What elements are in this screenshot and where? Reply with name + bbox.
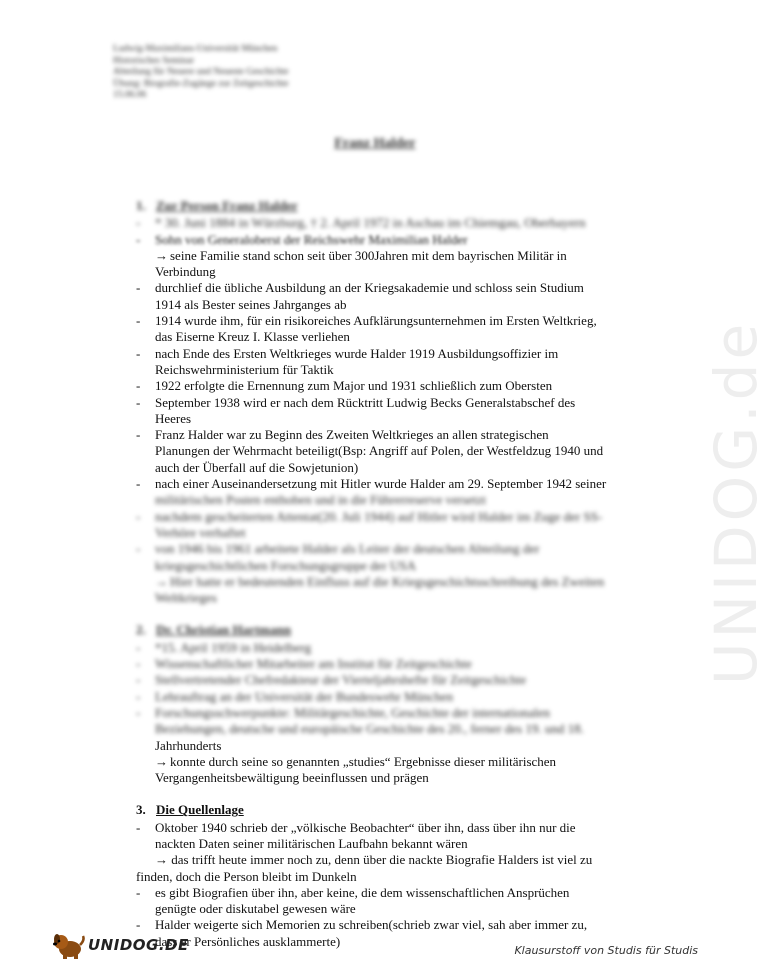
item-text: es gibt Biografien über ihn, aber keine, die dem wissenschaftlichen Ansprüchen (155, 884, 570, 900)
list-item (110, 640, 640, 656)
dog-icon (50, 930, 86, 960)
section-heading (110, 198, 640, 214)
section-number: 2. (136, 622, 146, 638)
item-text: von 1946 bis 1961 arbeitete Halder als Leiter der deutschen Abteilung der (155, 541, 540, 557)
section-christian-hartmann (110, 622, 640, 786)
item-text: Jahrhunderts (155, 737, 222, 753)
header-line: Übung: Biografie-Zugänge zur Zeitgeschichte (113, 78, 289, 89)
arrow-icon: → (155, 852, 168, 868)
list-item (110, 427, 640, 443)
dash-bullet: - (136, 313, 141, 329)
list-item (110, 232, 640, 248)
dash-bullet: - (136, 215, 141, 231)
list-item (110, 656, 640, 672)
arrow-icon: → (155, 573, 168, 589)
list-item (110, 689, 640, 705)
item-text: Reichswehrministerium für Taktik (155, 361, 334, 377)
item-text: Verhöre verhaftet (155, 524, 246, 540)
list-item (110, 280, 640, 296)
item-text: Halder weigerte sich Memorien zu schreiben(schrieb zwar viel, sah aber immer zu, (155, 917, 588, 933)
note-text: konnte durch seine so genannten „studies“ Ergebnisse dieser militärischen (170, 753, 557, 769)
item-text: dass er Persönliches ausklammerte) (155, 933, 341, 949)
dash-bullet: - (136, 704, 141, 720)
footer-slogan: Klausurstoff von Studis für Studis (514, 944, 698, 957)
header-line: Ludwig-Maximilians-Universität München (113, 44, 278, 54)
arrow-note (110, 754, 640, 770)
list-item (110, 378, 640, 394)
list-item (110, 705, 640, 721)
dash-bullet: - (136, 541, 141, 557)
header-line: 15.06.06 (113, 90, 147, 101)
dash-bullet: - (136, 280, 141, 296)
document-body (110, 198, 640, 966)
section-number: 3. (136, 802, 146, 818)
dash-bullet: - (136, 656, 141, 672)
section-heading (110, 802, 640, 818)
dash-bullet: - (136, 345, 141, 361)
list-item (110, 346, 640, 362)
document-title: Franz Halder (334, 136, 416, 151)
dash-bullet: - (136, 508, 141, 524)
list-item (110, 885, 640, 901)
item-text: *15. April 1959 in Heidelberg (155, 639, 312, 655)
note-text: Vergangenheitsbewältigung beeinflussen und prägen (155, 770, 429, 786)
list-item (110, 917, 640, 933)
section-title: Dr. Christian Hartmann (156, 622, 291, 638)
list-item (110, 395, 640, 411)
section-person-halder (110, 198, 640, 606)
section-title: Die Quellenlage (156, 802, 244, 818)
list-item (110, 215, 640, 231)
arrow-icon: → (155, 753, 168, 769)
section-quellenlage (110, 802, 640, 950)
item-text: Heeres (155, 410, 192, 426)
header-line: Abteilung für Neuere und Neueste Geschichte (113, 67, 289, 78)
list-item (110, 313, 640, 329)
item-text: Beziehungen, deutsche und europäische Geschichte des 20., ferner des 19. und 18. (155, 721, 584, 737)
item-text: militärischen Posten enthoben und in die Führerreserve versetzt (155, 492, 487, 508)
item-text: 1914 als Bester seines Jahrganges ab (155, 296, 347, 312)
header-line: Historisches Seminar (113, 55, 195, 66)
watermark-text: UNIDOG.de (702, 319, 770, 685)
dash-bullet: - (136, 688, 141, 704)
dash-bullet: - (136, 394, 141, 410)
institution-header (113, 44, 433, 102)
item-text: das Eiserne Kreuz I. Klasse verliehen (155, 329, 350, 345)
note-text: das trifft heute immer noch zu, denn über die nackte Biografie Halders ist viel zu (171, 852, 593, 868)
item-text: nachdem gescheiterten Attentat(20. Juli 1944) auf Hitler wird Halder im Zuge der SS- (155, 508, 603, 524)
arrow-icon: → (155, 247, 168, 263)
item-text: Sohn von Generaloberst der Reichswehr Maximilian Halder (155, 231, 468, 247)
logo-text: UNIDOG.DE (88, 936, 189, 954)
list-item (110, 476, 640, 492)
note-text: finden, doch die Person bleibt im Dunkeln (136, 868, 357, 884)
note-text: Verbindung (155, 264, 216, 280)
dash-bullet: - (136, 427, 141, 443)
item-text: September 1938 wird er nach dem Rücktritt Ludwig Becks Generalstabschef des (155, 394, 576, 410)
dash-bullet: - (136, 231, 141, 247)
note-text: seine Familie stand schon seit über 300Jahren mit dem bayrischen Militär in (170, 247, 567, 263)
list-item (110, 541, 640, 557)
item-text: 1922 erfolgte die Ernennung zum Major und 1931 schließlich zum Obersten (155, 378, 553, 394)
item-text: nach Ende des Ersten Weltkrieges wurde Halder 1919 Ausbildungsoffizier im (155, 345, 559, 361)
dash-bullet: - (136, 672, 141, 688)
section-number: 1. (136, 198, 146, 213)
dash-bullet: - (136, 476, 141, 492)
item-text: Wissenschaftlicher Mitarbeiter am Institut für Zeitgeschichte (155, 656, 472, 672)
item-text: Forschungsschwerpunkte: Militärgeschichte, Geschichte der internationalen (155, 704, 551, 720)
item-text: Franz Halder war zu Beginn des Zweiten Weltkrieges an allen strategischen (155, 427, 549, 443)
item-text: Stellvertretender Chefredakteur der Vierteljahrshefte für Zeitgeschichte (155, 672, 527, 688)
section-heading (110, 622, 640, 638)
dash-bullet: - (136, 819, 141, 835)
note-text: Hier hatte er bedeutenden Einfluss auf die Kriegsgeschichtsschreibung des Zweiten (170, 573, 605, 589)
dash-bullet: - (136, 917, 141, 933)
item-text: * 30. Juni 1884 in Würzburg, † 2. April 1972 in Aschau im Chiemgau, Oberbayern (155, 215, 586, 231)
arrow-note (110, 852, 640, 868)
list-item (110, 672, 640, 688)
item-text: genügte oder diskutabel gewesen wäre (155, 901, 356, 917)
item-text: 1914 wurde ihm, für ein risikoreiches Aufklärungsunternehmen im Ersten Weltkrieg, (155, 313, 597, 329)
item-text: durchlief die übliche Ausbildung an der Kriegsakademie und schloss sein Studium (155, 280, 584, 296)
note-text: Weltkrieges (155, 590, 217, 606)
arrow-note (110, 248, 640, 264)
section-title: Zur Person Franz Halder (156, 198, 298, 213)
item-text: Lehrauftrag an der Universität der Bundeswehr München (155, 688, 454, 704)
unidog-logo[interactable] (50, 930, 189, 960)
list-item (110, 509, 640, 525)
item-text: nach einer Auseinandersetzung mit Hitler wurde Halder am 29. September 1942 seiner (155, 476, 607, 492)
dash-bullet: - (136, 378, 141, 394)
item-text: Oktober 1940 schrieb der „völkische Beobachter“ über ihn, dass über ihn nur die (155, 819, 576, 835)
item-text: Planungen der Wehrmacht beteiligt(Bsp: Angriff auf Polen, der Westfeldzug 1940 und (155, 443, 604, 459)
item-text: auch der Überfall auf die Sowjetunion) (155, 459, 359, 475)
dash-bullet: - (136, 639, 141, 655)
list-item (110, 820, 640, 836)
arrow-note (110, 574, 640, 590)
item-text: kriegsgeschichtlichen Forschungsgruppe der USA (155, 557, 417, 573)
item-text: nackten Daten seiner militärischen Laufbahn bekannt wären (155, 835, 468, 851)
unidog-watermark (640, 245, 770, 685)
dash-bullet: - (136, 884, 141, 900)
